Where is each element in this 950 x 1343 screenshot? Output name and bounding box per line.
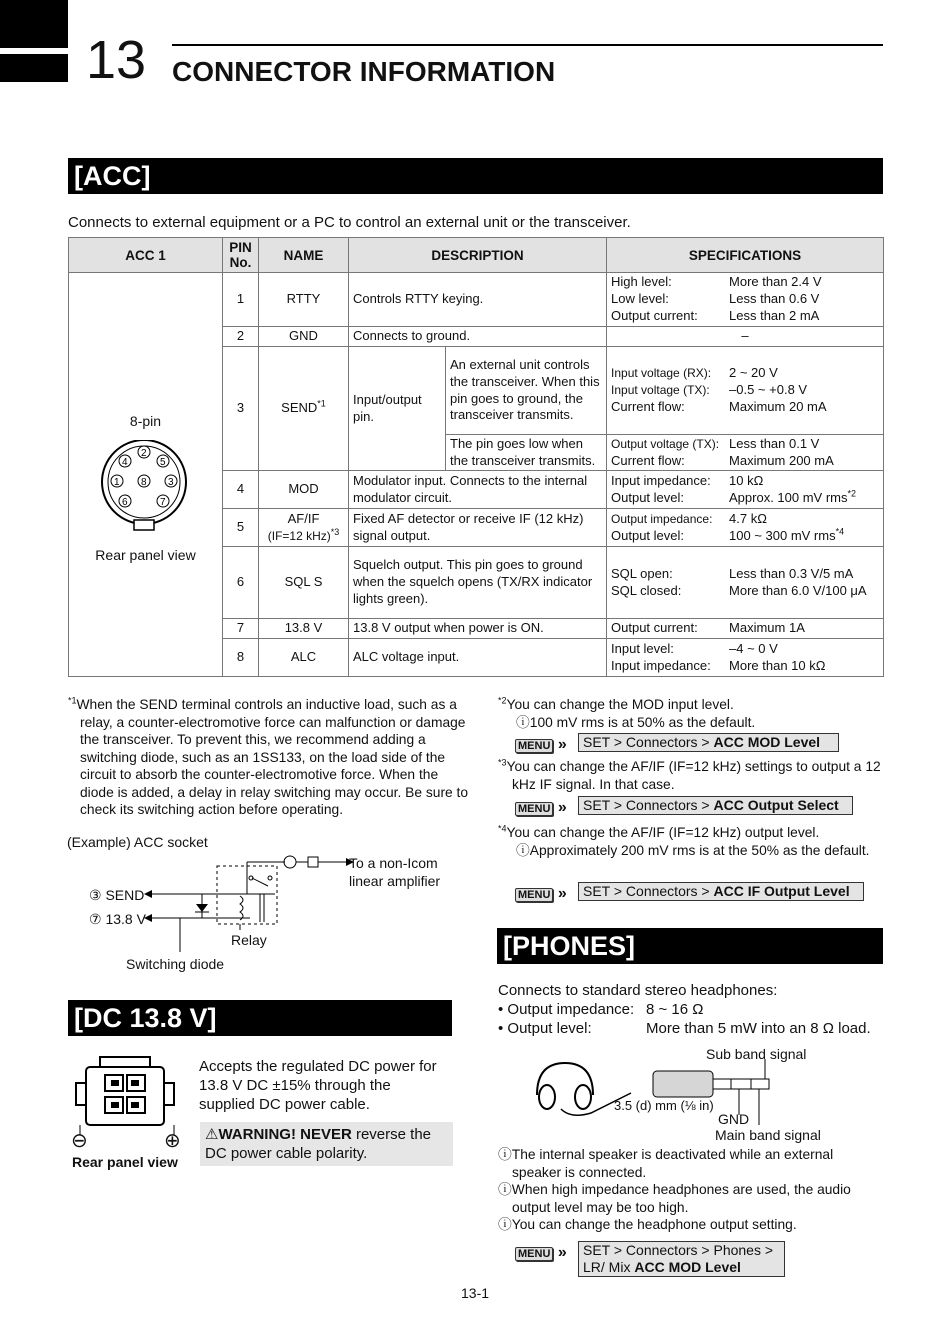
acc-intro: Connects to external equipment or a PC to control an external unit or the transceiver. xyxy=(68,214,631,231)
acc-table xyxy=(68,237,884,677)
pin-7-label: 7 xyxy=(159,496,166,508)
menu-button[interactable]: MENU » xyxy=(515,799,567,817)
acc-connector-icon xyxy=(96,440,196,532)
pin-4-label: 4 xyxy=(121,456,128,468)
menu-path-if-output-level: SET > Connectors > ACC IF Output Level xyxy=(578,882,864,901)
dc-section-header: [DC 13.8 V] xyxy=(68,1000,452,1036)
menu-path-mod-level: SET > Connectors > ACC MOD Level xyxy=(578,733,839,752)
dc-description: Accepts the regulated DC power for 13.8 V DC ±15% through the supplied DC power cable. xyxy=(199,1058,437,1113)
pin-1-label: 1 xyxy=(113,476,120,488)
table-row: 2 GND Connects to ground. – xyxy=(69,327,884,347)
info-icon: ⓘ xyxy=(516,714,530,730)
phones-bullet-1-value: 8 ~ 16 Ω xyxy=(646,1001,704,1018)
pin-6-label: 6 xyxy=(121,496,128,508)
connector-label: 8-pin xyxy=(129,413,162,429)
menu-path-output-select: SET > Connectors > ACC Output Select xyxy=(578,796,853,815)
pin-cell: 1 xyxy=(223,273,259,327)
table-row: 3 SEND$^{*1}$ Input/output pin. An external unit controls the transceiver. When this pin goes to ground, the transceiver transmits. Input voltage (RX): 2 ~ 20 V Input voltage (TX): –0.5 ~ +0.8 V Current flow: Maximum 20 mA xyxy=(69,347,884,435)
menu-button[interactable]: MENU » xyxy=(515,885,567,903)
footnote-4: $^{*4}$You can change the AF/IF (IF=12 kHz) output level. ⓘApproximately 200 mV rms is at the 50% as the default. xyxy=(498,823,870,858)
chapter-tab xyxy=(0,0,68,82)
phones-bullet-1-label: • Output impedance: xyxy=(498,1001,635,1018)
header-pin: PIN No. xyxy=(223,238,259,273)
to-amp-label: To a non-Icom linear amplifier xyxy=(349,855,441,889)
chapter-number: 13 xyxy=(86,30,147,90)
menu-button[interactable]: MENU » xyxy=(515,736,567,754)
table-row: 5 AF/IF (IF=12 kHz)$^{*3}$ Fixed AF detector or receive IF (12 kHz) signal output. Output impedance: 4.7 kΩ Output level: 100 ~ 300 mV rms$^{*4}$ xyxy=(69,509,884,547)
name-cell: RTTY xyxy=(259,273,349,327)
dc-warning: ⚠WARNING! NEVER reverse the DC power cable polarity. xyxy=(200,1122,453,1166)
phones-bullet-2-value: More than 5 mW into an 8 Ω load. xyxy=(646,1020,871,1037)
info-icon: ⓘ xyxy=(498,1217,512,1232)
menu-path-phones: SET > Connectors > Phones > LR/ Mix ACC MOD Level xyxy=(578,1241,785,1277)
table-row: 8 ALC ALC voltage input. Input level: –4 ~ 0 V Input impedance: More than 10 kΩ xyxy=(69,639,884,677)
pin-3-label: 3 xyxy=(167,476,174,488)
minus-icon: ⊖ xyxy=(71,1130,88,1152)
desc-cell: Controls RTTY keying. xyxy=(349,273,607,327)
header-specifications: SPECIFICATIONS xyxy=(607,238,884,273)
footnote-1: $^{*1}$When the SEND terminal controls an inductive load, such as a relay, a counter-electromotive force can malfunction or damage the transceiver. To prevent this, we recommend adding a switching diode, such as an 1SS133, on the load side of the circuit to absorb the counter-electromotive force. When the diode is added, a delay in relay switching may occur. Be sure to check its switching action before operating. xyxy=(68,695,469,817)
spec-cell: High level: More than 2.4 V Low level: Less than 0.6 V Output current: Less than 2 mA xyxy=(607,273,884,327)
page-number: 13-1 xyxy=(461,1285,490,1301)
info-icon: ⓘ xyxy=(498,1182,512,1197)
info-icon: ⓘ xyxy=(498,1147,512,1162)
v138-label: ⑦ 13.8 V xyxy=(89,911,146,927)
send-label: ③ SEND xyxy=(89,887,145,903)
warning-icon: ⚠ xyxy=(205,1126,219,1143)
pin-8-label: 8 xyxy=(140,476,147,488)
header-name: NAME xyxy=(259,238,349,273)
sub-band-label: Sub band signal xyxy=(706,1046,807,1062)
plug-size-label: 3.5 (d) mm (⅛ in) xyxy=(614,1098,714,1113)
menu-button[interactable]: MENU » xyxy=(515,1244,567,1262)
relay-label: Relay xyxy=(231,932,267,948)
phones-intro: Connects to standard stereo headphones: xyxy=(498,982,778,999)
main-band-label: Main band signal xyxy=(715,1127,821,1143)
phones-bullet-2-label: • Output level: xyxy=(498,1020,592,1037)
chapter-rule xyxy=(172,44,883,46)
diode-label: Switching diode xyxy=(126,956,225,972)
table-row: The pin goes low when the transceiver transmits. Output voltage (TX): Less than 0.1 V Current flow: Maximum 200 mA xyxy=(69,435,884,471)
footnote-3: $^{*3}$You can change the AF/IF (IF=12 kHz) settings to output a 12 kHz IF signal. In that case. xyxy=(498,757,881,792)
header-acc1: ACC 1 xyxy=(69,238,223,273)
chapter-title: CONNECTOR INFORMATION xyxy=(172,56,556,87)
header-description: DESCRIPTION xyxy=(349,238,607,273)
plus-icon: ⊕ xyxy=(164,1130,181,1152)
acc-section-header: [ACC] xyxy=(68,158,883,194)
pin-2-label: 2 xyxy=(140,447,147,459)
table-header-row xyxy=(69,238,884,273)
footnote-2: $^{*2}$You can change the MOD input level. ⓘ100 mV rms is at 50% as the default. xyxy=(498,695,756,730)
gnd-label: GND xyxy=(718,1111,750,1127)
connector-cell xyxy=(69,273,223,677)
info-icon: ⓘ xyxy=(516,842,530,858)
table-row xyxy=(69,273,884,327)
phones-notes: ⓘThe internal speaker is deactivated while an external speaker is connected. ⓘWhen high impedance headphones are used, the audio output level may be too high. ⓘYou can change the headphone output setting. xyxy=(498,1147,851,1232)
table-row: 7 13.8 V 13.8 V output when power is ON. Output current: Maximum 1A xyxy=(69,619,884,639)
rear-panel-label: Rear panel view xyxy=(95,546,196,563)
pin-cell: 3 xyxy=(223,347,259,471)
table-row: 6 SQL S Squelch output. This pin goes to ground when the squelch opens (TX/RX indicator lights green). SQL open: Less than 0.3 V/5 mA SQL closed: More than 6.0 V/100 μA xyxy=(69,547,884,619)
table-row: 4 MOD Modulator input. Connects to the internal modulator circuit. Input impedance: 10 kΩ Output level: Approx. 100 mV rms$^{*2}$ xyxy=(69,471,884,509)
phones-section-header: [PHONES] xyxy=(497,928,883,964)
pin-5-label: 5 xyxy=(159,456,166,468)
dc-rear-panel-label: Rear panel view xyxy=(72,1154,178,1170)
example-title: (Example) ACC socket xyxy=(67,834,208,850)
